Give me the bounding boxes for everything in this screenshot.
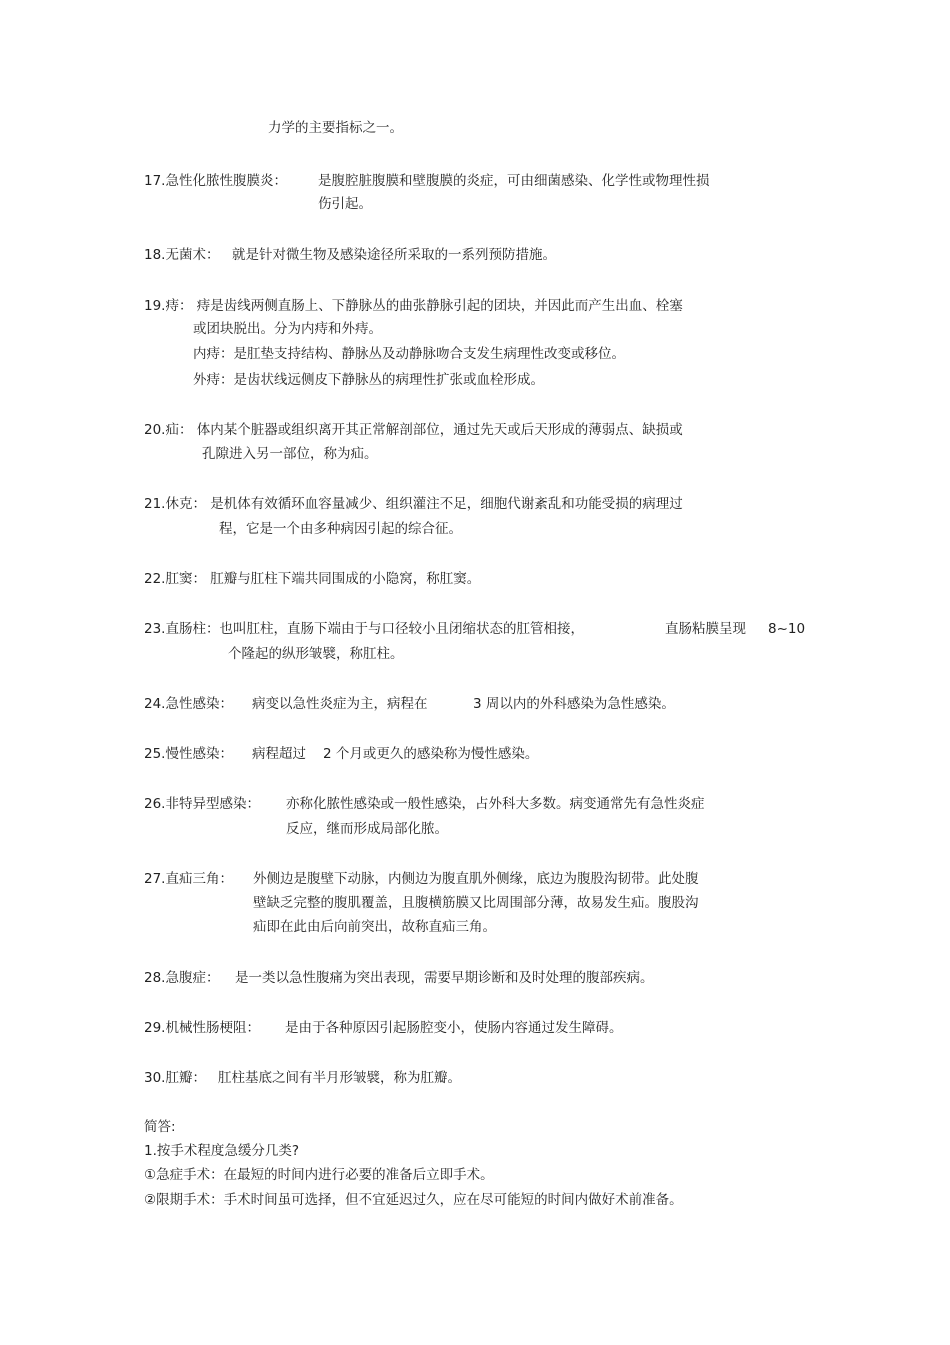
term-19-line2: 或团块脱出。分为内痔和外痔。 [193,321,382,337]
term-26-definition-cont: 反应，继而形成局部化脓。 [286,821,448,837]
term-24-definition: 病变以急性炎症为主，病程在 [252,696,428,712]
term-25-definition-tail: 2 个月或更久的感染称为慢性感染。 [323,746,539,762]
term-22: 22.肛窦： 肛瓣与肛柱下端共同围成的小隐窝，称肛窦。 [144,571,481,587]
continuation-line: 力学的主要指标之一。 [268,120,403,136]
section-heading: 简答: [144,1119,176,1135]
term-23-line2: 个隆起的纵形皱襞，称肛柱。 [228,646,404,662]
term-19-line1: 19.痔： 痔是齿线两侧直肠上、下静脉丛的曲张静脉引起的团块，并因此而产生出血、栓塞 [144,298,683,314]
term-17-definition-cont: 伤引起。 [318,196,372,212]
term-28-label: 28.急腹症： [144,970,220,986]
term-25-definition: 病程超过 [252,746,306,762]
term-23-line1-tail: 直肠粘膜呈现 [665,621,746,637]
term-27-label: 27.直疝三角： [144,871,233,887]
term-27-definition-cont2: 疝即在此由后向前突出，故称直疝三角。 [253,919,496,935]
term-17-label: 17.急性化脓性腹膜炎： [144,173,287,189]
term-30-label: 30.肛瓣： [144,1070,206,1086]
answer-1-item-1: ①急症手术：在最短的时间内进行必要的准备后立即手术。 [144,1167,494,1183]
term-24-definition-tail: 3 周以内的外科感染为急性感染。 [473,696,675,712]
term-29-definition: 是由于各种原因引起肠腔变小，使肠内容通过发生障碍。 [285,1020,623,1036]
term-23-range: 8~10 [768,621,806,637]
term-27-definition-cont1: 壁缺乏完整的腹肌覆盖，且腹横筋膜又比周围部分薄，故易发生疝。腹股沟 [253,895,699,911]
term-18-definition: 就是针对微生物及感染途径所采取的一系列预防措施。 [232,247,556,263]
term-24-label: 24.急性感染： [144,696,233,712]
answer-1-item-2: ②限期手术：手术时间虽可选择，但不宜延迟过久，应在尽可能短的时间内做好术前准备。 [144,1192,683,1208]
term-21-line1: 21.休克： 是机体有效循环血容量减少、组织灌注不足，细胞代谢紊乱和功能受损的病理过 [144,496,683,512]
term-29-label: 29.机械性肠梗阻： [144,1020,260,1036]
term-23-line1: 23.直肠柱：也叫肛柱，直肠下端由于与口径较小且闭缩状态的肛管相接， [144,621,584,637]
question-1: 1.按手术程度急缓分几类? [144,1143,300,1159]
term-19-external: 外痔：是齿状线远侧皮下静脉丛的病理性扩张或血栓形成。 [193,372,544,388]
term-18-label: 18.无菌术： [144,247,220,263]
term-20-line1: 20.疝： 体内某个脏器或组织离开其正常解剖部位，通过先天或后天形成的薄弱点、缺损或 [144,422,683,438]
term-25-label: 25.慢性感染： [144,746,233,762]
term-20-line2: 孔隙进入另一部位，称为疝。 [202,446,378,462]
term-19-internal: 内痔：是肛垫支持结构、静脉丛及动静脉吻合支发生病理性改变或移位。 [193,346,625,362]
term-30-definition: 肛柱基底之间有半月形皱襞，称为肛瓣。 [218,1070,461,1086]
term-21-line2: 程，它是一个由多种病因引起的综合征。 [219,521,462,537]
term-26-definition: 亦称化脓性感染或一般性感染，占外科大多数。病变通常先有急性炎症 [286,796,705,812]
term-26-label: 26.非特异型感染： [144,796,260,812]
term-28-definition: 是一类以急性腹痛为突出表现，需要早期诊断和及时处理的腹部疾病。 [235,970,654,986]
term-27-definition: 外侧边是腹壁下动脉，内侧边为腹直肌外侧缘，底边为腹股沟韧带。此处腹 [253,871,699,887]
term-17-definition: 是腹腔脏腹膜和壁腹膜的炎症，可由细菌感染、化学性或物理性损 [318,173,710,189]
